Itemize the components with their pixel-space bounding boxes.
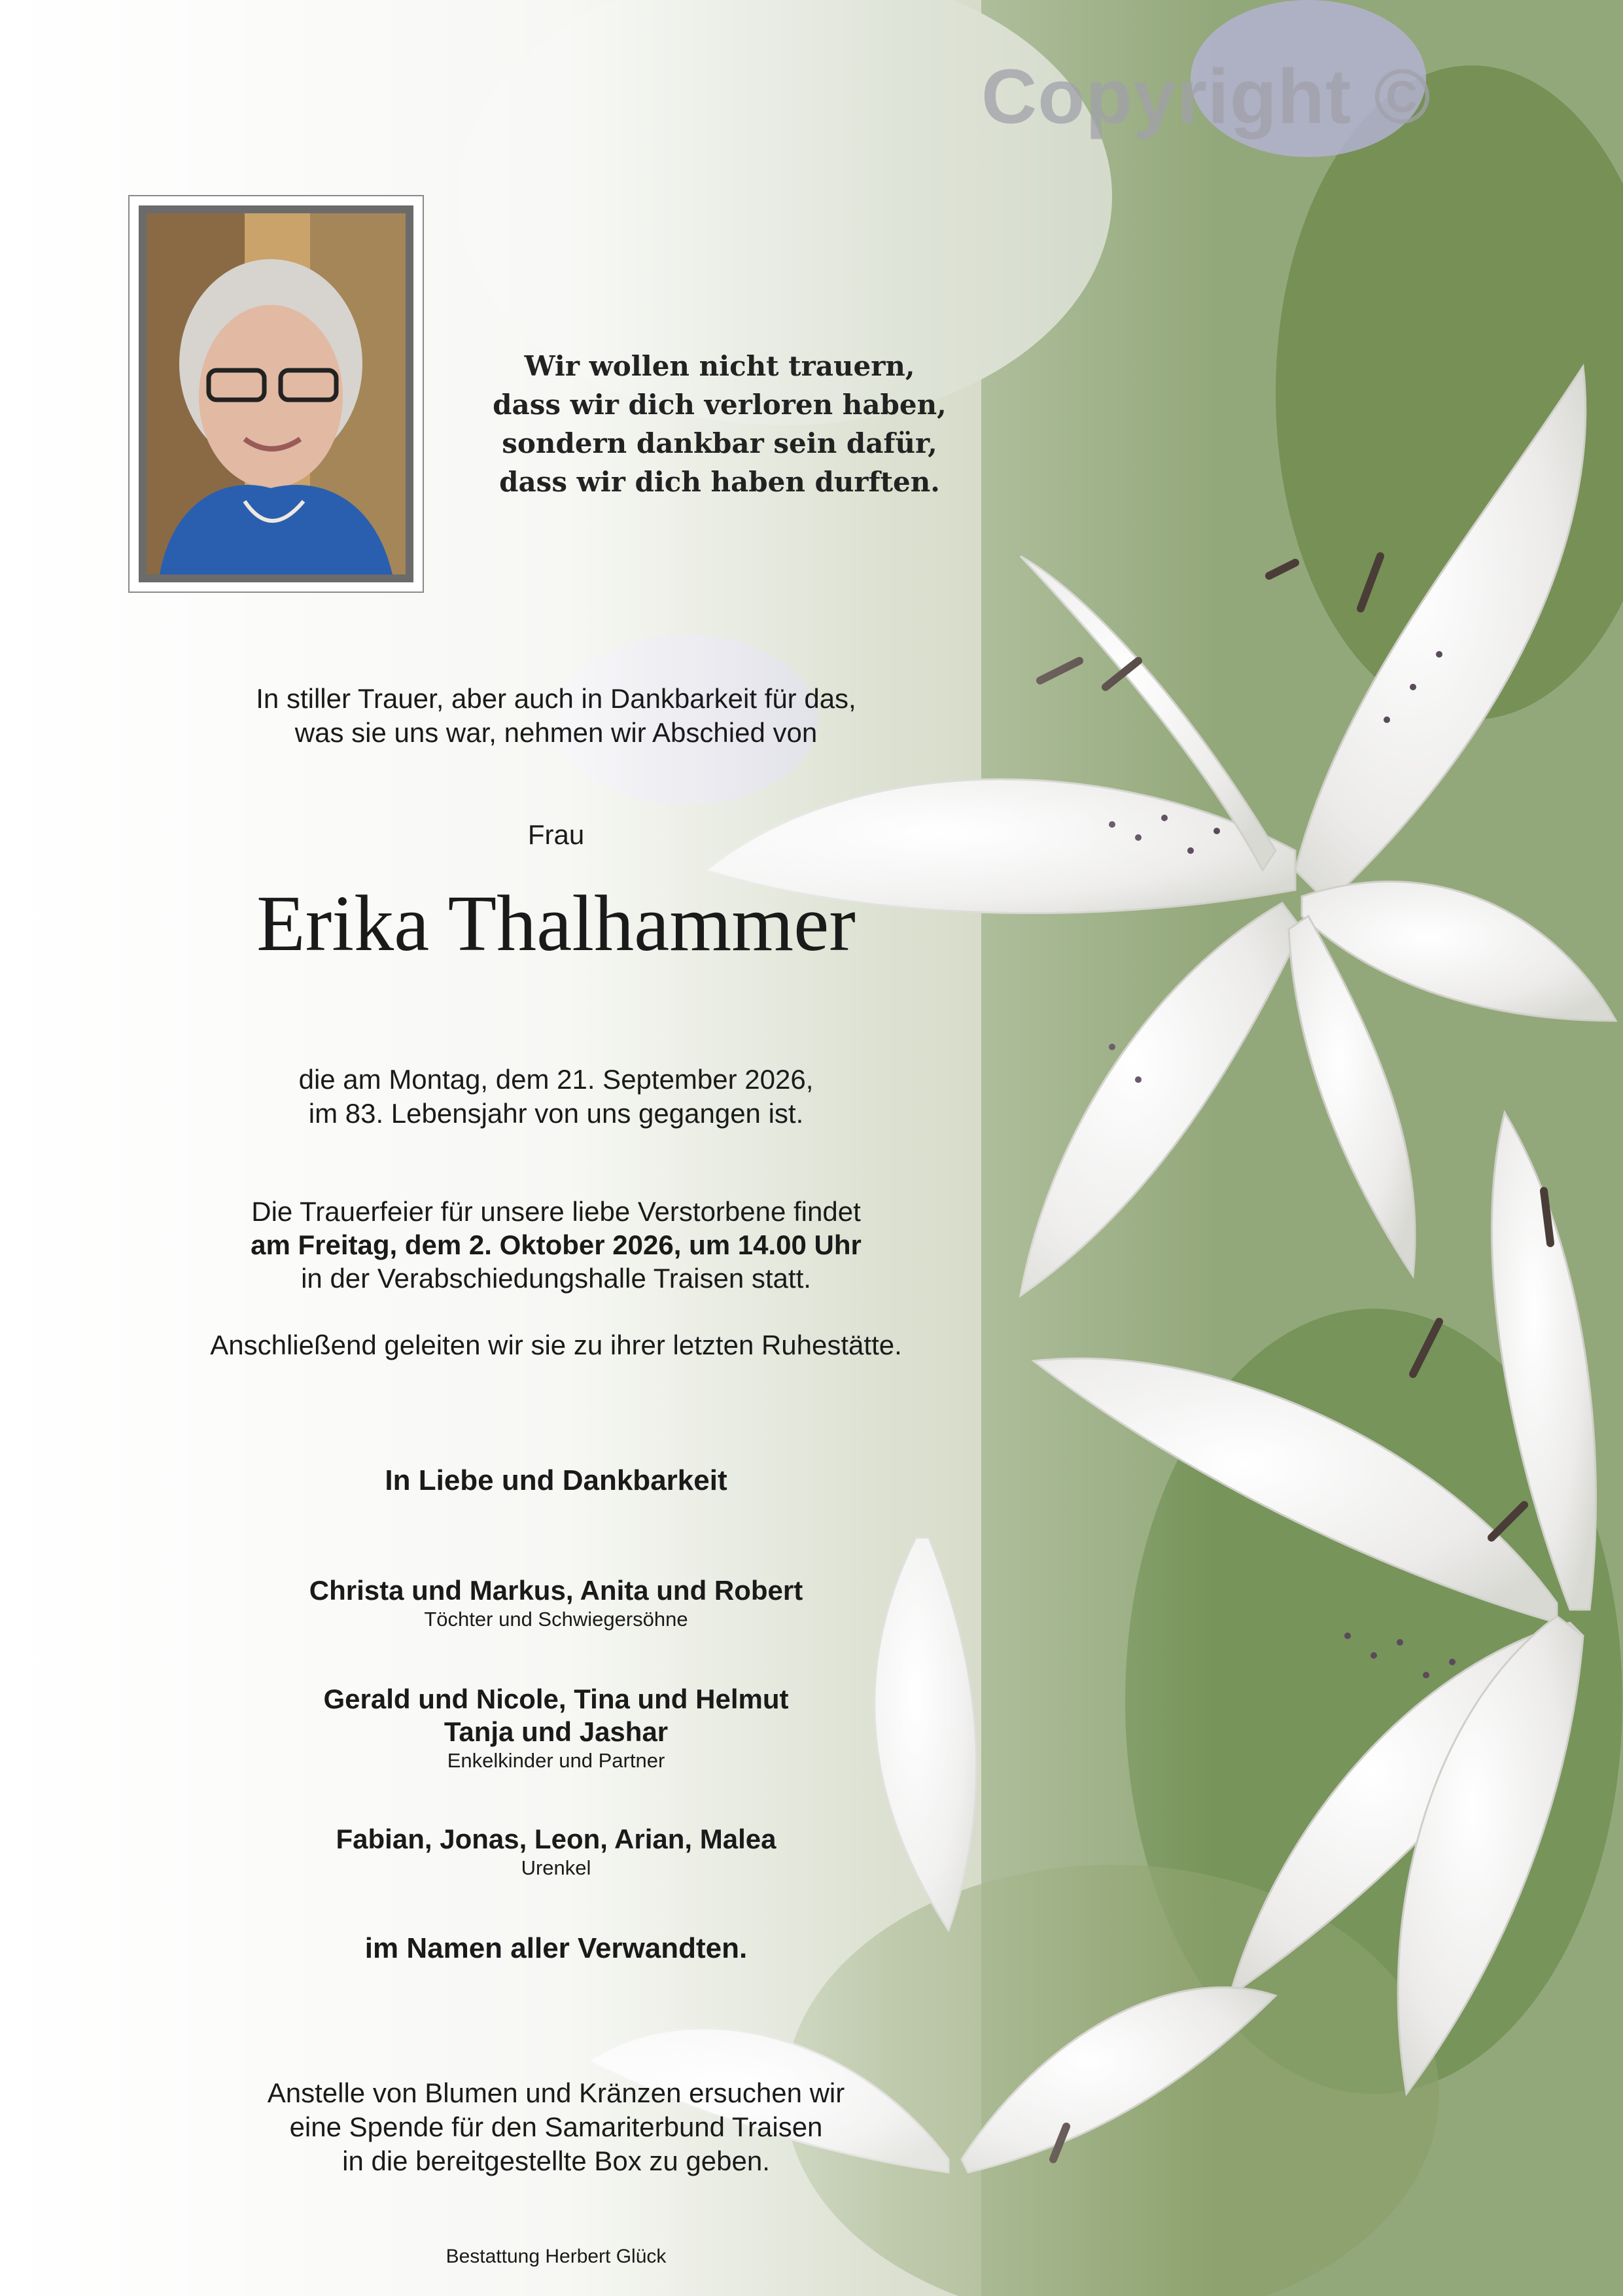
donation-request [131,2076,981,2178]
family-names: Fabian, Jonas, Leon, Arian, Malea [336,1824,777,1854]
donation-line: eine Spende für den Samariterbund Traisen [289,2111,823,2142]
poem-quote [458,347,981,501]
ceremony-info [98,1195,1014,1295]
burial-note: Anschließend geleiten wir sie zu ihrer letzten Ruhestätte. [210,1330,902,1360]
deceased-name: Erika Thalhammer [256,879,856,968]
closing-line: In Liebe und Dankbarkeit [385,1464,727,1496]
undertaker-credit: Bestattung Herbert Glück [445,2246,667,2267]
intro-text [131,682,981,750]
family-group [131,1574,981,1632]
donation-line: Anstelle von Blumen und Kränzen ersuchen wir [267,2077,845,2108]
family-group [131,1823,981,1881]
death-line: im 83. Lebensjahr von uns gegangen ist. [308,1098,804,1129]
copyright-watermark: Copyright © [981,54,1431,140]
relatives-line: im Namen aller Verwandten. [364,1932,748,1964]
poem-line: dass wir dich verloren haben, [493,389,947,421]
death-line: die am Montag, dem 21. September 2026, [298,1064,814,1095]
poem-line: dass wir dich haben durften. [499,466,940,498]
portrait-photo [139,205,413,582]
ceremony-line: Die Trauerfeier für unsere liebe Verstorbene findet [251,1196,861,1227]
family-role: Urenkel [521,1856,591,1879]
intro-line: In stiller Trauer, aber auch in Dankbarkeit für das, [256,683,856,714]
death-notice [131,1063,981,1131]
family-role: Töchter und Schwiegersöhne [424,1608,688,1631]
ceremony-date: am Freitag, dem 2. Oktober 2026, um 14.00 Uhr [251,1229,862,1260]
poem-line: sondern dankbar sein dafür, [502,427,937,459]
family-names: Tanja und Jashar [444,1716,669,1747]
salutation: Frau [527,819,585,850]
portrait-photo-frame [128,195,424,593]
intro-line: was sie uns war, nehmen wir Abschied von [294,717,818,748]
family-role: Enkelkinder und Partner [447,1749,665,1772]
family-names: Christa und Markus, Anita und Robert [309,1575,803,1606]
family-group [131,1683,981,1773]
poem-line: Wir wollen nicht trauern, [524,350,915,382]
ceremony-location: in der Verabschiedungshalle Traisen statt. [301,1263,811,1294]
family-names: Gerald und Nicole, Tina und Helmut [323,1684,789,1714]
donation-line: in die bereitgestellte Box zu geben. [342,2146,770,2176]
